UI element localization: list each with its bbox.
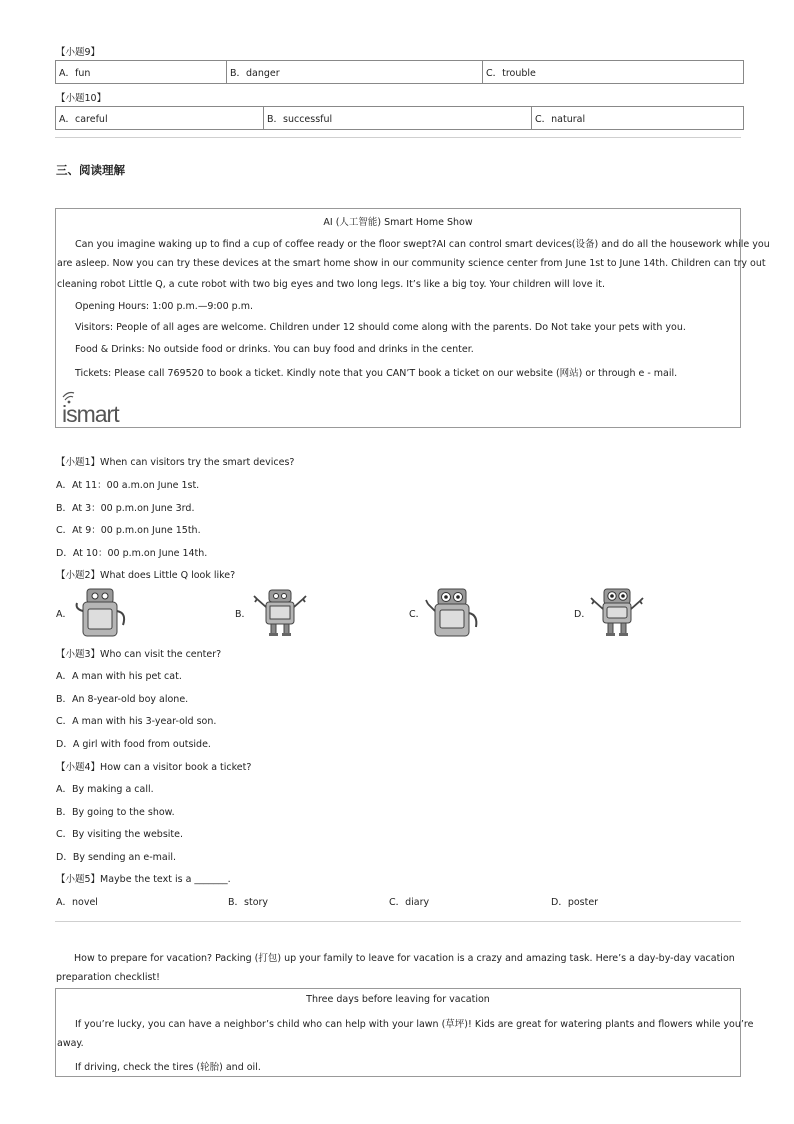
wifi-icon: [60, 388, 138, 426]
passage2-box-line: If you’re lucky, you can have a neighbor’s child who can help with your lawn (草坪)! Kids are great for watering plants and flowers while you’re: [75, 1019, 754, 1030]
passage1-title: AI (人工智能) Smart Home Show: [323, 217, 473, 228]
q9-option-a[interactable]: A．fun: [56, 61, 227, 84]
passage2-intro-line: How to prepare for vacation? Packing (打包) up your family to leave for vacation is a crazy and amazing task. Here’s a day-by-day vacation: [74, 953, 735, 964]
passage1-line: Visitors: People of all ages are welcome. Children under 12 should come along with the parents. Do Not take your pets with you.: [75, 322, 686, 333]
divider: [55, 137, 741, 138]
passage1-line: are asleep. Now you can try these devices at the smart home show in our community science center from June 1st to June 14th. Children can try out: [57, 258, 766, 269]
passage1-box: [55, 208, 770, 428]
q9-option-b[interactable]: B．danger: [227, 61, 483, 84]
passage1-line: Food & Drinks: No outside food or drinks. You can buy food and drinks in the center.: [75, 344, 474, 355]
q3-option-d[interactable]: D．A girl with food from outside.: [56, 739, 211, 750]
q3-option-c[interactable]: C．A man with his 3-year-old son.: [56, 716, 217, 727]
section-title: 三、阅读理解: [56, 163, 125, 177]
ismart-logo: [60, 388, 138, 429]
q10-options-table: [55, 106, 744, 130]
q4-option-a[interactable]: A．By making a call.: [56, 784, 154, 795]
q5-option-a[interactable]: A．novel: [56, 897, 98, 908]
robot-c-image: [424, 587, 480, 639]
passage2-box-title: Three days before leaving for vacation: [306, 994, 490, 1005]
robot-b-image: [252, 587, 308, 639]
q4-option-d[interactable]: D．By sending an e-mail.: [56, 852, 177, 863]
divider: [55, 921, 741, 922]
q5-option-b[interactable]: B．story: [228, 897, 269, 908]
passage2-box-line: If driving, check the tires (轮胎) and oil.: [75, 1062, 261, 1073]
logo-text: ismart: [62, 401, 119, 426]
q4-option-c[interactable]: C．By visiting the website.: [56, 829, 184, 840]
q2-stem: 【小题2】What does Little Q look like?: [56, 570, 236, 581]
q3-option-a[interactable]: A．A man with his pet cat.: [56, 671, 182, 682]
q10-option-a[interactable]: A．careful: [56, 107, 264, 130]
passage1-line: Tickets: Please call 769520 to book a ticket. Kindly note that you CAN’T book a ticket on our website (网站) or through e - mail.: [75, 368, 678, 379]
passage1-line: Opening Hours: 1:00 p.m.—9:00 p.m.: [75, 301, 253, 312]
q1-option-c[interactable]: C．At 9：00 p.m.on June 15th.: [56, 525, 201, 536]
q1-stem: 【小题1】When can visitors try the smart devices?: [56, 457, 295, 468]
passage1-line: Can you imagine waking up to find a cup of coffee ready or the floor swept?AI can control smart devices(设备) and do all the housework while you: [75, 239, 770, 250]
q3-stem: 【小题3】Who can visit the center?: [56, 649, 222, 660]
q9-label: 【小题9】: [56, 47, 101, 58]
q5-stem: 【小题5】Maybe the text is a _______.: [56, 874, 231, 885]
q10-label: 【小题10】: [56, 93, 107, 104]
q10-option-b[interactable]: B．successful: [264, 107, 532, 130]
q5-option-c[interactable]: C．diary: [389, 897, 430, 908]
q1-option-d[interactable]: D．At 10：00 p.m.on June 14th.: [56, 548, 208, 559]
passage1-line: cleaning robot Little Q, a cute robot with two big eyes and two long legs. It’s like a big toy. Your children will love it.: [57, 279, 605, 290]
passage2-intro-line: preparation checklist!: [56, 972, 160, 983]
q5-option-d[interactable]: D．poster: [551, 897, 599, 908]
passage2-box-line: away.: [57, 1038, 84, 1049]
q4-option-b[interactable]: B．By going to the show.: [56, 807, 175, 818]
q1-option-a[interactable]: A．At 11：00 a.m.on June 1st.: [56, 480, 200, 491]
q3-option-b[interactable]: B．An 8-year-old boy alone.: [56, 694, 189, 705]
q2-option-d[interactable]: D．: [574, 609, 591, 620]
robot-a-image: [73, 587, 129, 639]
q2-option-c[interactable]: C．: [409, 609, 426, 620]
robot-d-image: [589, 587, 645, 639]
q4-stem: 【小题4】How can a visitor book a ticket?: [56, 762, 252, 773]
q9-options-table: [55, 60, 744, 84]
q2-option-a[interactable]: A．: [56, 609, 72, 620]
q9-option-c[interactable]: C．trouble: [483, 61, 744, 84]
q1-option-b[interactable]: B．At 3：00 p.m.on June 3rd.: [56, 503, 195, 514]
passage2-box: [55, 988, 754, 1077]
q2-option-b[interactable]: B．: [235, 609, 252, 620]
q10-option-c[interactable]: C．natural: [532, 107, 744, 130]
